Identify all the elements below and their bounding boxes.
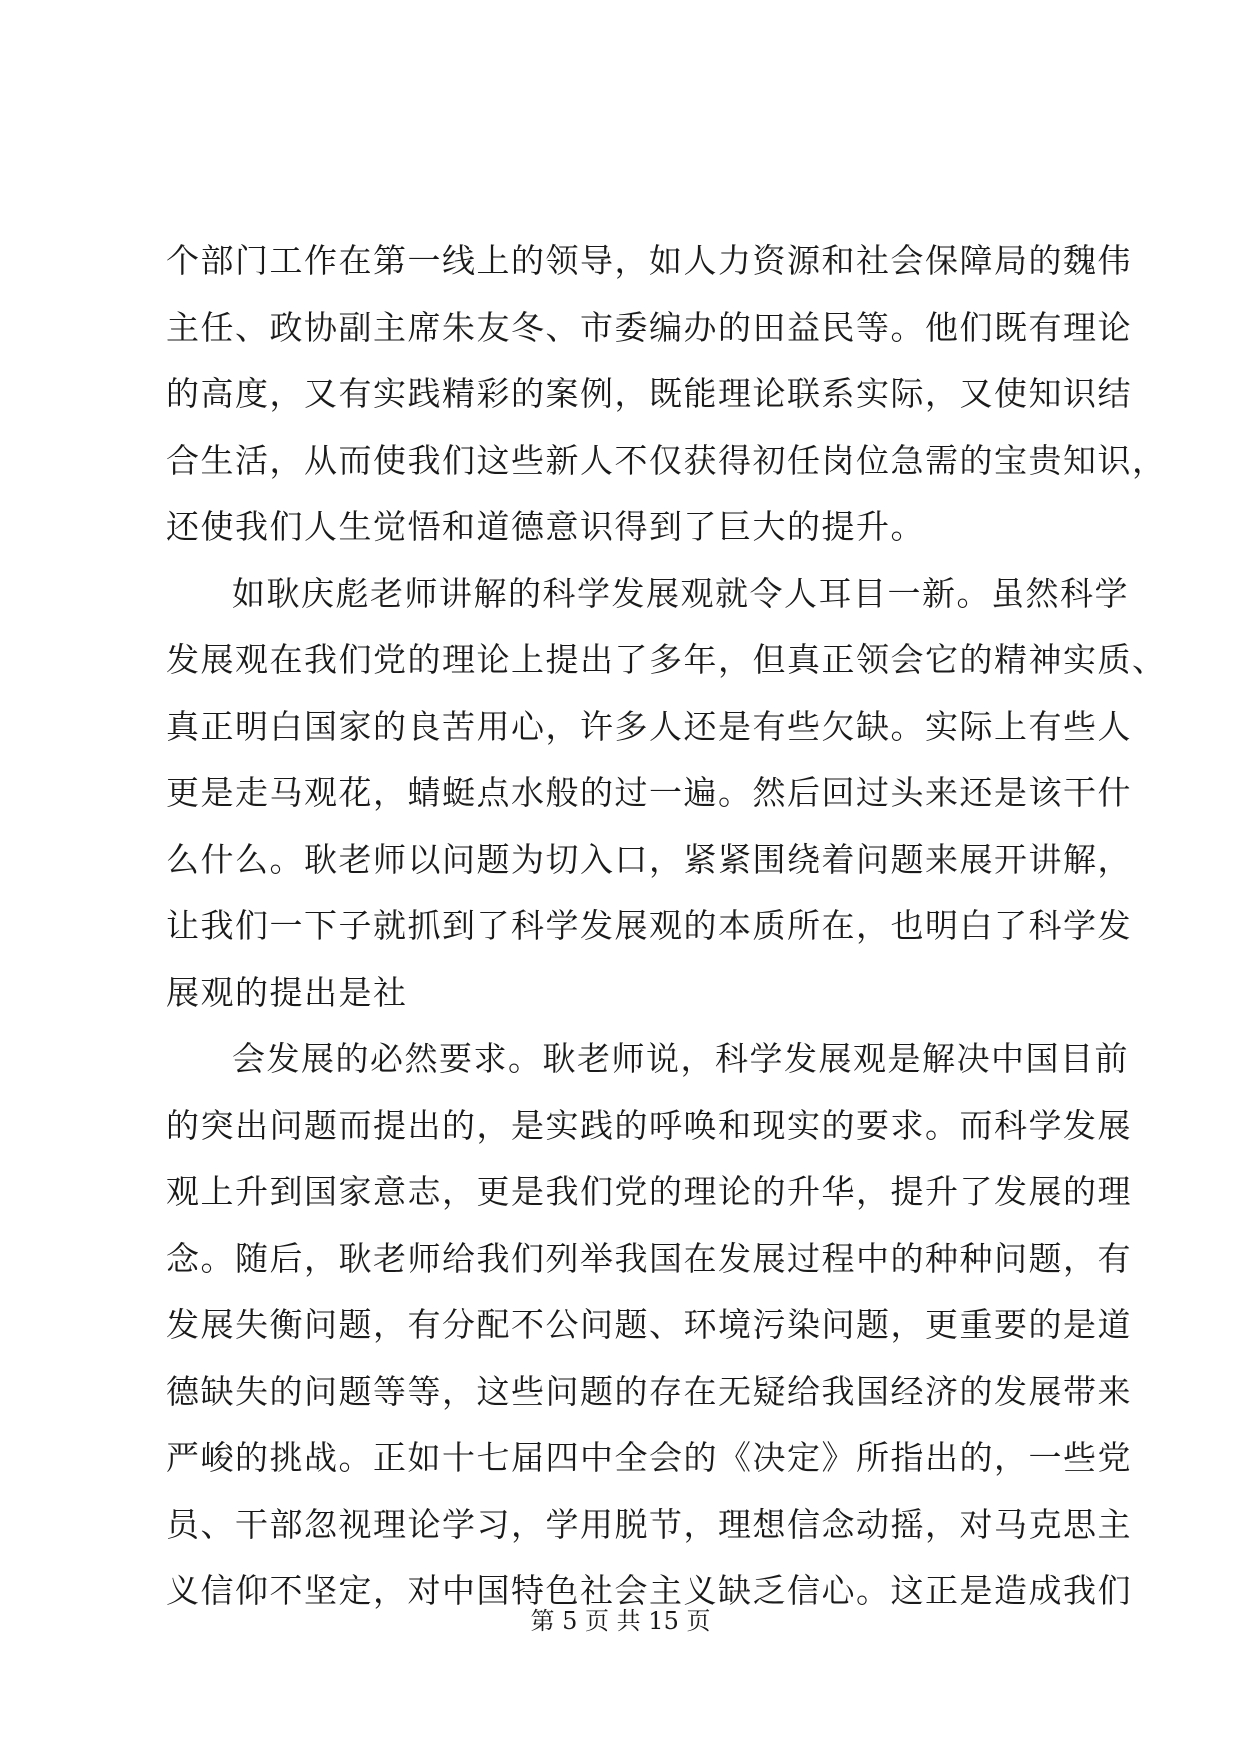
text-line: 么什么。耿老师以问题为切入口，紧紧围绕着问题来展开讲解， [166,839,1132,879]
text-line: 发展观在我们党的理论上提出了多年，但真正领会它的精神实质、 [166,640,1167,679]
text-line: 德缺失的问题等等，这些问题的存在无疑给我国经济的发展带来 [166,1371,1132,1411]
text-line: 还使我们人生觉悟和道德意识得到了巨大的提升。 [166,507,925,546]
text-line: 如耿庆彪老师讲解的科学发展观就令人耳目一新。虽然科学 [232,573,1129,613]
text-line: 发展失衡问题，有分配不公问题、环境污染问题，更重要的是道 [166,1305,1132,1344]
text-line: 更是走马观花，蜻蜓点水般的过一遍。然后回过头来还是该干什 [166,773,1132,812]
text-line: 观上升到国家意志，更是我们党的理论的升华，提升了发展的理 [166,1172,1132,1211]
text-line: 合生活，从而使我们这些新人不仅获得初任岗位急需的宝贵知识， [166,440,1167,480]
page-number-footer: 第 5 页 共 15 页 [530,1607,711,1635]
text-line: 严峻的挑战。正如十七届四中全会的《决定》所指出的，一些党 [166,1438,1132,1477]
text-line: 的突出问题而提出的，是实践的呼唤和现实的要求。而科学发展 [166,1105,1132,1145]
text-line: 主任、政协副主席朱友冬、市委编办的田益民等。他们既有理论 [166,307,1132,347]
text-line: 的高度，又有实践精彩的案例，既能理论联系实际，又使知识结 [166,374,1132,413]
document-body [166,228,1167,1625]
text-line: 个部门工作在第一线上的领导，如人力资源和社会保障局的魏伟 [166,241,1132,280]
text-line: 念。随后，耿老师给我们列举我国在发展过程中的种种问题，有 [166,1238,1132,1278]
text-line: 义信仰不坚定，对中国特色社会主义缺乏信心。这正是造成我们 [166,1571,1132,1610]
text-line: 让我们一下子就抓到了科学发展观的本质所在，也明白了科学发 [166,906,1132,945]
text-line: 真正明白国家的良苦用心，许多人还是有些欠缺。实际上有些人 [166,706,1132,746]
text-line: 会发展的必然要求。耿老师说，科学发展观是解决中国目前 [232,1039,1129,1078]
text-line: 展观的提出是社 [166,972,408,1012]
text-line: 员、干部忽视理论学习，学用脱节，理想信念动摇，对马克思主 [166,1504,1132,1544]
